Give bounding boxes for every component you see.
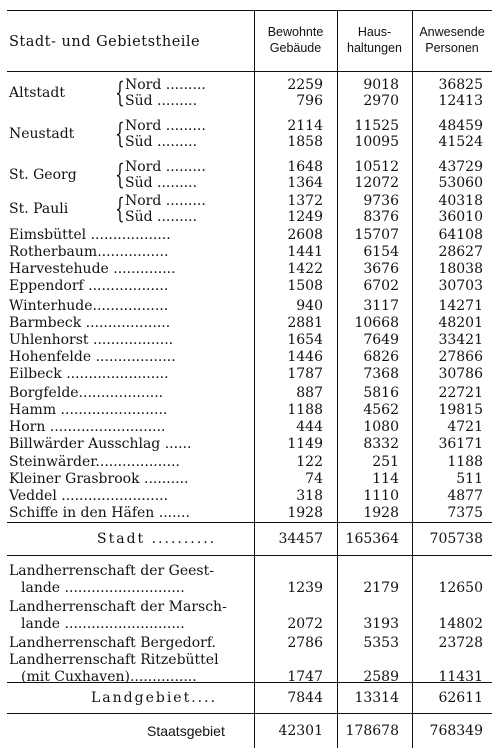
- stadt-rule-top: [7, 522, 492, 523]
- table-row-persons: 19815: [438, 402, 483, 418]
- district-name: Eppendorf ..................: [9, 278, 169, 294]
- land-row-persons: 23728: [438, 635, 483, 651]
- district-subpart: Süd .........: [125, 175, 198, 191]
- table-row-households: 1080: [363, 419, 399, 435]
- table-row-households: 11525: [354, 118, 399, 134]
- district-subpart: Süd .........: [125, 209, 198, 225]
- district-name: Rotherbaum................: [9, 244, 169, 260]
- table-row-persons: 14271: [438, 298, 483, 314]
- district-name: St. Georg: [9, 167, 77, 183]
- table-row-households: 5816: [363, 385, 399, 401]
- table-row-persons: 41524: [438, 134, 483, 150]
- stadt-total-households: 165364: [345, 531, 399, 547]
- district-name: Borgfelde...................: [9, 385, 164, 401]
- table-row-persons: 27866: [438, 349, 483, 365]
- staatsgebiet-total-label: Staatsgebiet: [147, 723, 225, 739]
- district-name: Hamm ........................: [9, 402, 168, 418]
- district-subpart: Nord .........: [125, 159, 206, 175]
- land-row-buildings: 1747: [287, 669, 323, 685]
- table-row-persons: 7375: [447, 505, 483, 521]
- table-row-households: 3117: [363, 298, 399, 314]
- table-row-buildings: 74: [305, 471, 323, 487]
- landgebiet-total-label: Landgebiet....: [91, 690, 218, 706]
- district-name: Winterhude.................: [9, 298, 169, 314]
- land-row-households: 3193: [363, 616, 399, 632]
- land-name-line1: Landherrenschaft der Geest-: [9, 563, 214, 579]
- table-row-buildings: 1372: [287, 193, 323, 209]
- table-row-persons: 511: [456, 471, 483, 487]
- table-row-persons: 48201: [438, 315, 483, 331]
- stadt-total-buildings: 34457: [278, 531, 323, 547]
- table-row-buildings: 887: [296, 385, 323, 401]
- table-row-households: 15707: [354, 227, 399, 243]
- table-row-households: 6702: [363, 278, 399, 294]
- district-name: Barmbeck ...................: [9, 315, 171, 331]
- table-row-persons: 18038: [438, 261, 483, 277]
- staatsgebiet-total-persons: 768349: [429, 723, 483, 739]
- district-name: Eimsbüttel ..................: [9, 227, 171, 243]
- land-row-households: 2589: [363, 669, 399, 685]
- land-row-households: 5353: [363, 635, 399, 651]
- table-row-households: 7368: [363, 366, 399, 382]
- table-row-households: 1928: [363, 505, 399, 521]
- table-row-buildings: 1441: [287, 244, 323, 260]
- brace-icon: {: [115, 117, 125, 150]
- top-rule: [7, 10, 492, 11]
- table-row-buildings: 444: [296, 419, 323, 435]
- table-row-households: 10668: [354, 315, 399, 331]
- land-name-line2: lande ...........................: [21, 616, 185, 632]
- district-subpart: Nord .........: [125, 193, 206, 209]
- header-persons: [412, 24, 492, 56]
- table-row-households: 6826: [363, 349, 399, 365]
- table-row-buildings: 940: [296, 298, 323, 314]
- brace-icon: {: [115, 192, 125, 225]
- district-name: Steinwärder...................: [9, 454, 180, 470]
- land-row-persons: 11431: [438, 669, 483, 685]
- table-row-households: 9018: [363, 77, 399, 93]
- header-households: [337, 24, 412, 56]
- table-row-persons: 43729: [438, 159, 483, 175]
- district-name: Billwärder Ausschlag ......: [9, 436, 192, 452]
- table-row-households: 8376: [363, 209, 399, 225]
- district-name: Harvestehude ..............: [9, 261, 176, 277]
- district-name: Veddel ........................: [9, 488, 169, 504]
- table-row-persons: 28627: [438, 244, 483, 260]
- header-persons-line1: Anwesende: [419, 25, 485, 39]
- table-row-buildings: 1364: [287, 175, 323, 191]
- district-subpart: Nord .........: [125, 77, 206, 93]
- table-row-households: 1110: [363, 488, 399, 504]
- table-row-buildings: 2608: [287, 227, 323, 243]
- table-row-buildings: 1654: [287, 332, 323, 348]
- table-row-households: 3676: [363, 261, 399, 277]
- table-row-persons: 33421: [438, 332, 483, 348]
- land-name-line2: lande ...........................: [21, 580, 185, 596]
- table-row-persons: 36825: [438, 77, 483, 93]
- land-row-households: 2179: [363, 580, 399, 596]
- table-row-persons: 36010: [438, 209, 483, 225]
- table-row-persons: 40318: [438, 193, 483, 209]
- land-name-line1: Landherrenschaft Ritzebüttel: [9, 652, 219, 668]
- table-row-households: 2970: [363, 93, 399, 109]
- table-row-persons: 1188: [447, 454, 483, 470]
- table-row-buildings: 2114: [287, 118, 323, 134]
- header-households-line2: haltungen: [347, 41, 402, 55]
- district-name: Schiffe in den Häfen .......: [9, 505, 190, 521]
- header-households-line1: Haus-: [357, 25, 392, 39]
- table-row-persons: 30703: [438, 278, 483, 294]
- district-subpart: Süd .........: [125, 134, 198, 150]
- staatsgebiet-total-buildings: 42301: [278, 723, 323, 739]
- statistics-table: [7, 10, 492, 748]
- table-row-buildings: 2259: [287, 77, 323, 93]
- table-row-buildings: 796: [296, 93, 323, 109]
- table-row-households: 12072: [354, 175, 399, 191]
- table-row-persons: 53060: [438, 175, 483, 191]
- district-name: Hohenfelde ..................: [9, 349, 176, 365]
- land-name-line2: (mit Cuxhaven)...............: [21, 669, 197, 685]
- table-row-buildings: 1648: [287, 159, 323, 175]
- district-name: Uhlenhorst ..................: [9, 332, 174, 348]
- table-row-persons: 12413: [438, 93, 483, 109]
- land-name-line1: Landherrenschaft der Marsch-: [9, 599, 227, 615]
- land-name-line1: Landherrenschaft Bergedorf.: [9, 635, 216, 651]
- header-buildings: [254, 24, 337, 56]
- table-row-households: 8332: [363, 436, 399, 452]
- staatsgebiet-total-households: 178678: [345, 723, 399, 739]
- district-name: Horn ..........................: [9, 419, 166, 435]
- district-name: Neustadt: [9, 126, 75, 142]
- district-name: Eilbeck .......................: [9, 366, 169, 382]
- land-row-buildings: 2786: [287, 635, 323, 651]
- header-persons-line2: Personen: [425, 41, 479, 55]
- table-row-households: 9736: [363, 193, 399, 209]
- table-row-buildings: 122: [296, 454, 323, 470]
- landgebiet-rule-bottom: [7, 713, 492, 714]
- district-subpart: Nord .........: [125, 118, 206, 134]
- table-row-persons: 22721: [438, 385, 483, 401]
- landgebiet-total-buildings: 7844: [287, 690, 323, 706]
- header-buildings-line2: Gebäude: [269, 41, 322, 55]
- table-row-households: 4562: [363, 402, 399, 418]
- table-row-buildings: 1928: [287, 505, 323, 521]
- table-row-persons: 64108: [438, 227, 483, 243]
- table-row-persons: 4877: [447, 488, 483, 504]
- landgebiet-total-households: 13314: [354, 690, 399, 706]
- table-row-buildings: 1188: [287, 402, 323, 418]
- table-row-persons: 30786: [438, 366, 483, 382]
- brace-icon: {: [115, 76, 125, 109]
- table-row-buildings: 1508: [287, 278, 323, 294]
- stadt-total-persons: 705738: [429, 531, 483, 547]
- header-buildings-line1: Bewohnte: [267, 25, 324, 39]
- table-row-buildings: 318: [296, 488, 323, 504]
- table-row-households: 251: [372, 454, 399, 470]
- land-row-buildings: 2072: [287, 616, 323, 632]
- table-row-buildings: 1858: [287, 134, 323, 150]
- header-region-label: Stadt- und Gebietstheile: [9, 34, 201, 50]
- district-name: St. Pauli: [9, 201, 69, 217]
- district-name: Altstadt: [9, 85, 65, 101]
- district-name: Kleiner Grasbrook ..........: [9, 471, 189, 487]
- header-rule: [7, 71, 492, 72]
- table-row-buildings: 1422: [287, 261, 323, 277]
- table-row-persons: 4721: [447, 419, 483, 435]
- table-row-households: 10512: [354, 159, 399, 175]
- brace-icon: {: [115, 158, 125, 191]
- stadt-total-label: Stadt ..........: [97, 531, 217, 547]
- stadt-rule-bottom: [7, 555, 492, 556]
- table-row-persons: 48459: [438, 118, 483, 134]
- table-row-buildings: 1446: [287, 349, 323, 365]
- table-row-buildings: 1787: [287, 366, 323, 382]
- table-row-households: 6154: [363, 244, 399, 260]
- table-row-households: 114: [372, 471, 399, 487]
- table-row-households: 7649: [363, 332, 399, 348]
- table-row-buildings: 1249: [287, 209, 323, 225]
- landgebiet-total-persons: 62611: [438, 690, 483, 706]
- district-subpart: Süd .........: [125, 93, 198, 109]
- land-row-persons: 12650: [438, 580, 483, 596]
- table-row-persons: 36171: [438, 436, 483, 452]
- land-row-buildings: 1239: [287, 580, 323, 596]
- table-row-buildings: 2881: [287, 315, 323, 331]
- table-row-households: 10095: [354, 134, 399, 150]
- table-row-buildings: 1149: [287, 436, 323, 452]
- land-row-persons: 14802: [438, 616, 483, 632]
